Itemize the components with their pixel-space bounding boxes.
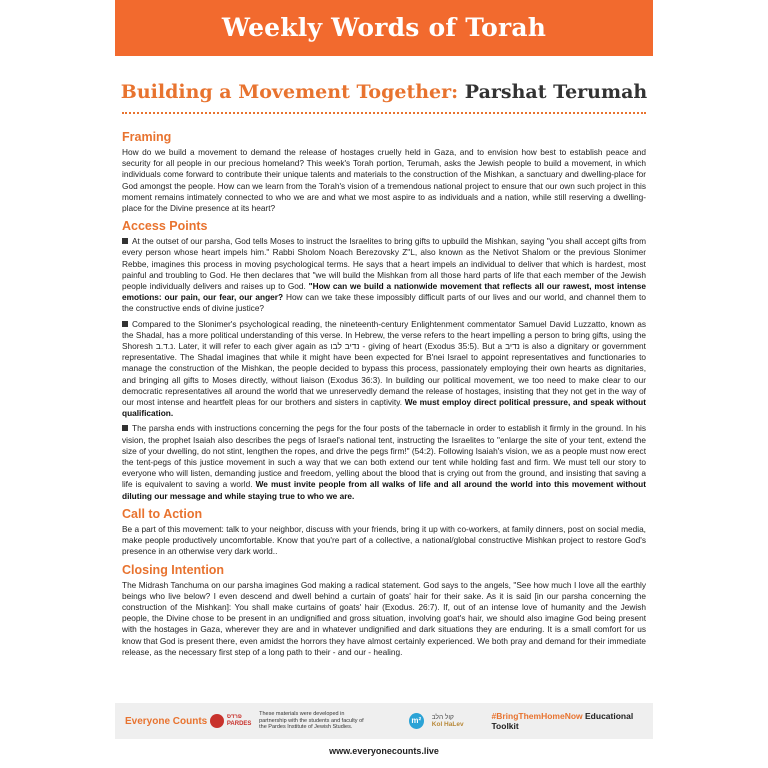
title-sub: Parshat Terumah [464, 81, 648, 103]
access-points-heading: Access Points [122, 219, 208, 234]
dotted-divider [122, 112, 646, 114]
toolkit-label [492, 711, 653, 731]
kol-halev-latin: Kol HaLev [431, 721, 464, 728]
toolkit-hashtag: #BringThemHomeNow [491, 711, 583, 721]
kol-halev-hebrew: קול הלב [431, 714, 454, 721]
access-point-2-bold: We must employ direct political pressure, and speak without qualification. [122, 397, 646, 419]
framing-text: How do we build a movement to demand the release of hostages cruelly held in Gaza, and to envision how best to establish peace and security for all people in our precious homeland? This week's Torah portion, Terumah, asks the Jewish people to build a movement, in which individuals come forward to contribute their unique talents and materials to the construction of the Mishkan, a sanctuary and dwelling-place for God amongst the people. How can we learn from the Torah's vision of a tremendous national project to ensure that our own such project in this moment remains intimately connected to who we are and what we most aspire to as individuals and a nation, while still reserving a dwelling-place for the Divine presence at its heart? [122, 147, 646, 214]
footer-bar [115, 703, 653, 739]
access-point-3-bold: We must invite people from all walks of life and all around the world into this movement without diluting our message and while staying true to who we are. [122, 479, 646, 501]
access-point-2: Compared to the Slonimer's psychological reading, the nineteenth-century Enlightenment commentator Samuel David Luzzatto, known as the Shadal, has a more political understanding of this verse. In Hebrew, the verse refers to the heart impelling a person to bring gifts, using the Shoresh נ.ד.ב. Later, it will refer to each giver again as נדיב לבו - giving of heart (Exodus 35:5). But a נדיב is also a dignitary or government representative. The Shadal imagines that while it might have been expected for B'nei Israel to appoint representatives and functionaries to manage the construction of the Mishkan, the people decided to bypass this process, passionately employing their own hearts as dignitaries, and bringing all gifts to Moses directly, without liaison (Exodus 36:3). In building our political movement, we too need to make clear to our democratic representatives all around the world that we unreservedly demand the release of hostages, insisting that they not get in the way of our most intense and heartfelt pleas for our brothers and sisters in captivity. We must employ direct political pressure, and speak without qualification. [122, 318, 646, 419]
title-main: Building a Movement Together: [120, 81, 459, 103]
call-to-action-heading: Call to Action [122, 506, 203, 521]
banner-title: Weekly Words of Torah [115, 0, 653, 56]
framing-heading: Framing [122, 130, 172, 144]
pardes-emblem-icon [210, 714, 224, 728]
square-bullet-icon [122, 238, 128, 244]
kol-halev-logo [432, 714, 470, 728]
website-link[interactable]: www.everyonecounts.live [329, 746, 439, 756]
call-to-action-text: Be a part of this movement: talk to your neighbor, discuss with your friends, bring it up with co-workers, at family dinners, post on social media, make people productively uncomfortable. Know that you're part of a collective, a national/global constructive Mishkan project to restore God's presence in an otherwise very dark world.. [122, 523, 646, 557]
toolkit-rest: Educational Toolkit [491, 711, 634, 731]
pardes-logo [210, 714, 255, 728]
m2-logo-icon: m² [409, 713, 424, 729]
access-point-1-bold: "How can we build a nationwide movement that reflects all our rawest, most intense emotions: our pain, our fear, our anger? [122, 281, 647, 303]
everyone-counts-logo: Everyone Counts [125, 715, 208, 727]
access-point-1: At the outset of our parsha, God tells Moses to instruct the Israelites to bring gifts to upbuild the Mishkan, saying "you shall accept gifts from every person whose heart impels him." Rabbi Sholom Noach Berezovsky Z"L, also known as the Netivot Shalom or the previous Slonimer Rebbe, imagines this process in moving psychological terms. He says that a heart impels an individual to deliver that which is hardest, most painful and troubling to God. He then declares that "we will build the Mishkan from all those hard parts of life that each member of the Jewish people individually delivers and raises up to God. "How can we build a nationwide movement that reflects all our rawest, most intense emotions: our pain, our fear, our anger? How can we take these impossibly difficult parts of our lives and our world, and channel them to the constructive ends of divine justice? [122, 236, 647, 314]
closing-intention-heading: Closing Intention [122, 562, 225, 577]
square-bullet-icon [122, 425, 128, 431]
closing-intention-text: The Midrash Tanchuma on our parsha imagines God making a radical statement. God says to the angels, "See how much I love all the earthly beings who live below? I even descend and dwell behind a curtain of goats' hair for their sake. As it is said [in our parsha concerning the construction of the Mishkan]: You shall make curtains of goats' hair (Exodus. 26:7). If, out of an intense love of humanity and the Jewish people, the Divine chose to be present in an undignified and gross situation, involving goat's hair, we should also imagine God being present with the hostages in Gaza, wherever they are and in whatever undignified and dark situations they are enduring. It is a small comfort for us know that God is present there, even amidst the horrors they have almost certainly experienced. We both pray and demand for their immediate release, as the necessary first step of a long path to their - and our - healing. [122, 579, 646, 657]
pardes-hebrew: פרדס [226, 714, 242, 720]
page-title [115, 80, 653, 104]
pardes-name: PARDES [226, 721, 252, 727]
main-content [122, 125, 646, 662]
access-point-3: The parsha ends with instructions concerning the pegs for the four posts of the tabernacle in order to establish it firmly in the ground. In his vision, the prophet Isaiah also describes the pegs of Israel's national tent, instructing the Israelites to "enlarge the site of your tent, extend the size of your dwelling, do not stint, lengthen the ropes, and drive the pegs firm!" (54:2). Following Isaiah's vision, we as a people must now erect the tent-pegs of this justice movement in such a way that we can both extend our tent while holding fast and firm. We must tell our story to everyone who will listen, demanding justice and freedom, yelling about the blood that is crying out from the ground, and insisting that saving a life is equivalent to saving a world. We must invite people from all walks of life and all around the world into this movement without diluting our message and while staying true to who we are. [122, 423, 646, 501]
square-bullet-icon [122, 321, 128, 327]
partnership-note: These materials were developed in partnership with the students and faculty of the Pardes Institute of Jewish Studies. [259, 711, 364, 731]
